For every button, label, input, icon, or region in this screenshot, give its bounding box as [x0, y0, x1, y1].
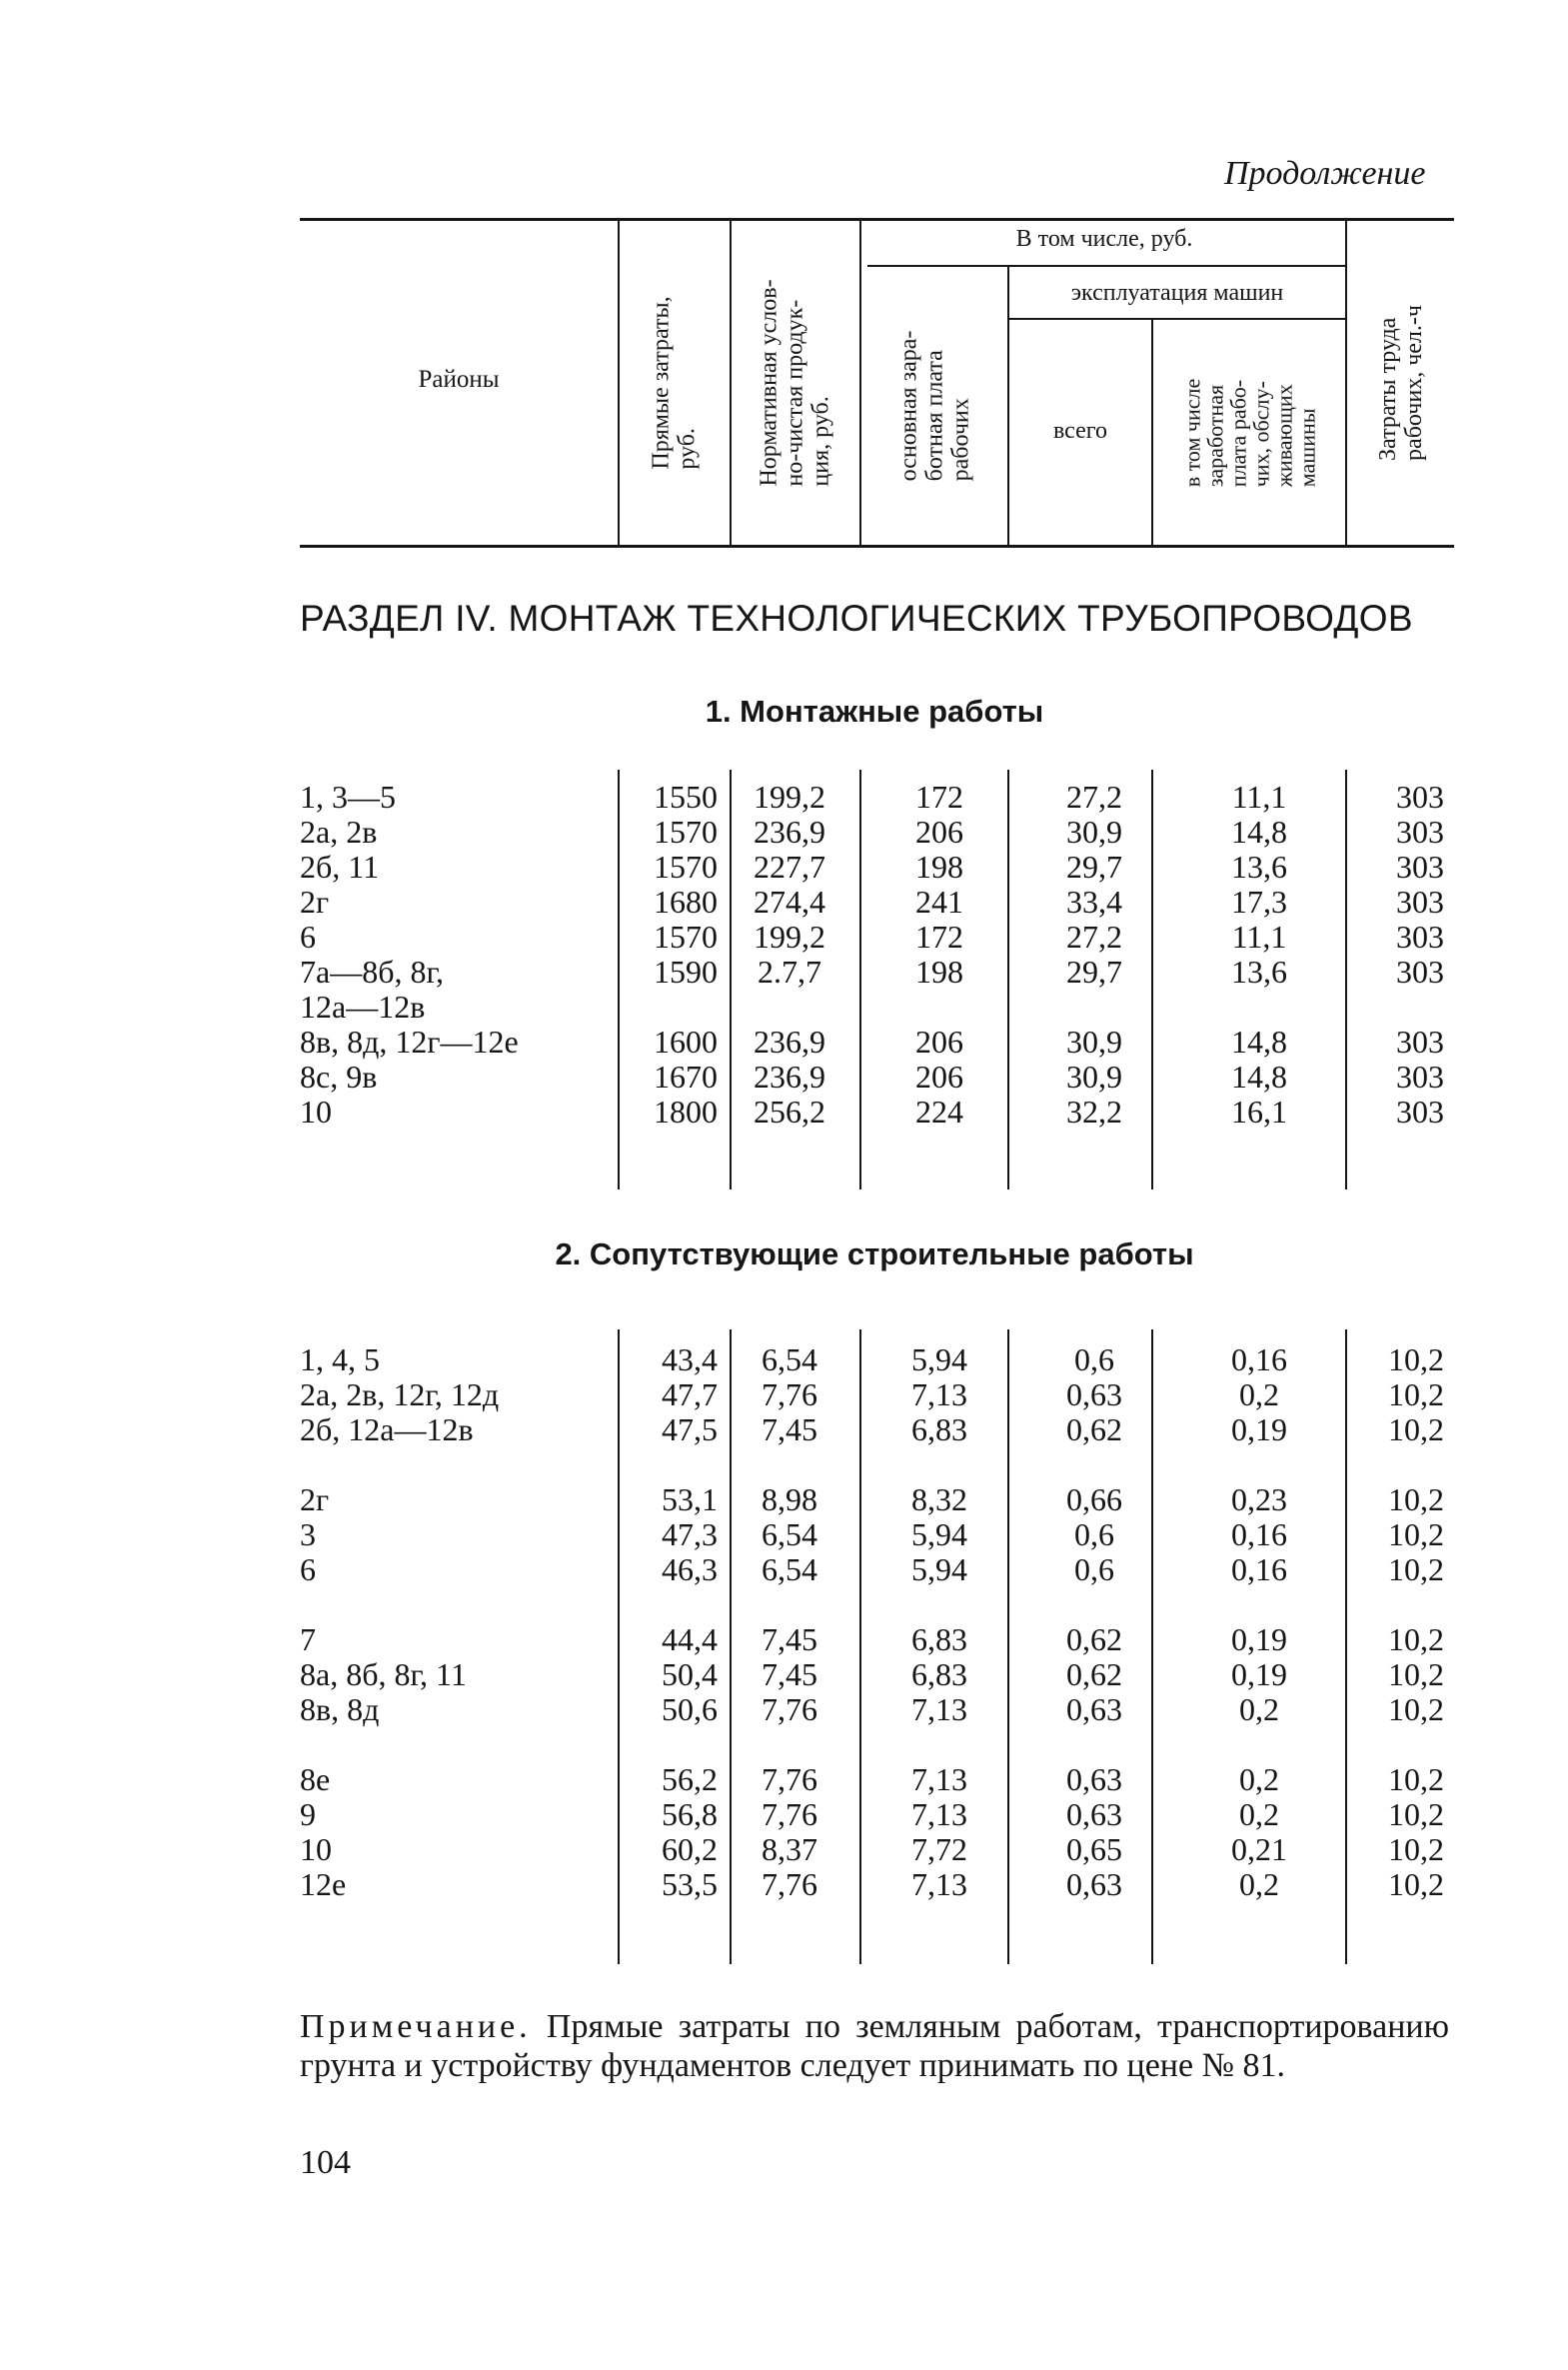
wage-cell: 6,83 — [911, 1656, 967, 1692]
normative-cell: 8,98 — [762, 1481, 817, 1517]
direct-cost-cell: 47,5 — [662, 1411, 718, 1447]
footnote-label: Примечание. — [300, 2008, 532, 2045]
direct-cost-cell: 47,7 — [662, 1376, 718, 1412]
machines-cell: 0,66 — [1066, 1481, 1122, 1517]
wage-cell: 206 — [915, 814, 963, 850]
wage-cell: 7,13 — [911, 1376, 967, 1412]
header-direct-costs: Прямые затраты, руб. — [649, 296, 701, 470]
machine-wage-cell: 0,2 — [1239, 1866, 1279, 1902]
direct-cost-cell: 1600 — [654, 1024, 718, 1060]
wage-cell: 6,83 — [911, 1411, 967, 1447]
labor-cell: 10,2 — [1388, 1481, 1444, 1517]
normative-cell: 7,76 — [762, 1376, 817, 1412]
normative-cell: 6,54 — [762, 1551, 817, 1587]
region-cell: 9 — [300, 1796, 316, 1832]
section-title: РАЗДЕЛ IV. МОНТАЖ ТЕХНОЛОГИЧЕСКИХ ТРУБОПРОВОДОВ — [300, 598, 1413, 639]
labor-cell: 10,2 — [1388, 1761, 1444, 1797]
direct-cost-cell: 50,4 — [662, 1656, 718, 1692]
normative-cell: 274,4 — [754, 884, 825, 920]
region-cell: 12а—12в — [300, 989, 426, 1025]
labor-cell: 303 — [1396, 1024, 1444, 1060]
region-cell: 7 — [300, 1621, 316, 1657]
machine-wage-cell: 0,19 — [1231, 1656, 1287, 1692]
region-cell: 1, 4, 5 — [300, 1341, 380, 1377]
region-cell: 2а, 2в, 12г, 12д — [300, 1376, 500, 1412]
machine-wage-cell: 0,2 — [1239, 1691, 1279, 1727]
machine-wage-cell: 14,8 — [1231, 1024, 1287, 1060]
machines-cell: 0,6 — [1074, 1516, 1114, 1552]
part1-title: 1. Монтажные работы — [705, 694, 1044, 729]
normative-cell: 7,45 — [762, 1411, 817, 1447]
wage-cell: 7,72 — [911, 1831, 967, 1867]
labor-cell: 10,2 — [1388, 1691, 1444, 1727]
region-cell: 8а, 8б, 8г, 11 — [300, 1656, 467, 1692]
region-cell: 2б, 11 — [300, 849, 380, 885]
machine-wage-cell: 0,16 — [1231, 1551, 1287, 1587]
machines-cell: 0,65 — [1066, 1831, 1122, 1867]
wage-cell: 7,13 — [911, 1796, 967, 1832]
wage-cell: 241 — [915, 884, 963, 920]
machine-wage-cell: 17,3 — [1231, 884, 1287, 920]
normative-cell: 7,76 — [762, 1866, 817, 1902]
wage-cell: 172 — [915, 779, 963, 815]
normative-cell: 7,76 — [762, 1761, 817, 1797]
wage-cell: 7,13 — [911, 1866, 967, 1902]
machine-wage-cell: 0,23 — [1231, 1481, 1287, 1517]
normative-cell: 227,7 — [754, 849, 825, 885]
machine-wage-cell: 16,1 — [1231, 1094, 1287, 1130]
footnote-text: Прямые затраты по земляным работам, транспортированию грунта и устройству фундаментов следует принимать по цене № 81. — [300, 2008, 1449, 2084]
machine-wage-cell: 13,6 — [1231, 849, 1287, 885]
normative-cell: 199,2 — [754, 919, 825, 955]
labor-cell: 303 — [1396, 1094, 1444, 1130]
labor-cell: 10,2 — [1388, 1621, 1444, 1657]
region-cell: 10 — [300, 1094, 332, 1130]
labor-cell: 10,2 — [1388, 1376, 1444, 1412]
labor-cell: 10,2 — [1388, 1411, 1444, 1447]
labor-cell: 303 — [1396, 1059, 1444, 1095]
normative-cell: 7,45 — [762, 1621, 817, 1657]
machine-wage-cell: 14,8 — [1231, 814, 1287, 850]
part1-divider-2 — [730, 770, 732, 1189]
direct-cost-cell: 60,2 — [662, 1831, 718, 1867]
wage-cell: 206 — [915, 1059, 963, 1095]
normative-cell: 236,9 — [754, 1059, 825, 1095]
wage-cell: 224 — [915, 1094, 963, 1130]
wage-cell: 198 — [915, 849, 963, 885]
machines-cell: 0,63 — [1066, 1866, 1122, 1902]
part1-divider-3 — [859, 770, 861, 1189]
part2-title: 2. Сопутствующие строительные работы — [555, 1236, 1194, 1271]
region-cell: 6 — [300, 919, 316, 955]
header-labor: Затраты труда рабочих, чел.-ч — [1374, 305, 1427, 461]
region-cell: 2г — [300, 884, 330, 920]
machines-cell: 29,7 — [1066, 954, 1122, 990]
wage-cell: 6,83 — [911, 1621, 967, 1657]
machine-wage-cell: 11,1 — [1231, 779, 1287, 815]
labor-cell: 303 — [1396, 849, 1444, 885]
region-cell: 2г — [300, 1481, 330, 1517]
region-cell: 1, 3—5 — [300, 779, 396, 815]
normative-cell: 256,2 — [754, 1094, 825, 1130]
machines-cell: 33,4 — [1066, 884, 1122, 920]
machines-cell: 32,2 — [1066, 1094, 1122, 1130]
normative-cell: 236,9 — [754, 814, 825, 850]
machine-wage-cell: 0,16 — [1231, 1516, 1287, 1552]
direct-cost-cell: 53,5 — [662, 1866, 718, 1902]
machines-cell: 27,2 — [1066, 779, 1122, 815]
machines-cell: 0,6 — [1074, 1551, 1114, 1587]
wage-cell: 5,94 — [911, 1516, 967, 1552]
wage-cell: 198 — [915, 954, 963, 990]
header-base-wage: основная зара- ботная плата рабочих — [895, 330, 973, 482]
machines-cell: 0,63 — [1066, 1691, 1122, 1727]
direct-cost-cell: 1550 — [654, 779, 718, 815]
header-normative: Нормативная услов- но-чистая продук- ция, руб. — [757, 279, 834, 487]
labor-cell: 10,2 — [1388, 1551, 1444, 1587]
machines-cell: 0,62 — [1066, 1621, 1122, 1657]
machines-cell: 30,9 — [1066, 1024, 1122, 1060]
direct-cost-cell: 1670 — [654, 1059, 718, 1095]
labor-cell: 303 — [1396, 814, 1444, 850]
wage-cell: 8,32 — [911, 1481, 967, 1517]
normative-cell: 8,37 — [762, 1831, 817, 1867]
machines-cell: 29,7 — [1066, 849, 1122, 885]
normative-cell: 6,54 — [762, 1516, 817, 1552]
machines-cell: 0,63 — [1066, 1761, 1122, 1797]
labor-cell: 10,2 — [1388, 1341, 1444, 1377]
labor-cell: 303 — [1396, 779, 1444, 815]
direct-cost-cell: 1570 — [654, 814, 718, 850]
footnote — [300, 2007, 1449, 2085]
part2-divider-3 — [859, 1329, 861, 1964]
direct-cost-cell: 43,4 — [662, 1341, 718, 1377]
machines-cell: 0,62 — [1066, 1411, 1122, 1447]
direct-cost-cell: 50,6 — [662, 1691, 718, 1727]
labor-cell: 10,2 — [1388, 1796, 1444, 1832]
direct-cost-cell: 47,3 — [662, 1516, 718, 1552]
region-cell: 8с, 9в — [300, 1059, 378, 1095]
header-including: В том числе, руб. — [1015, 226, 1193, 252]
machines-cell: 30,9 — [1066, 1059, 1122, 1095]
labor-cell: 10,2 — [1388, 1656, 1444, 1692]
machine-wage-cell: 14,8 — [1231, 1059, 1287, 1095]
machine-wage-cell: 0,21 — [1231, 1831, 1287, 1867]
direct-cost-cell: 46,3 — [662, 1551, 718, 1587]
machine-wage-cell: 13,6 — [1231, 954, 1287, 990]
header-top-rule — [300, 218, 1454, 221]
direct-cost-cell: 1570 — [654, 919, 718, 955]
direct-cost-cell: 53,1 — [662, 1481, 718, 1517]
region-cell: 7а—8б, 8г, — [300, 954, 444, 990]
machine-wage-cell: 0,16 — [1231, 1341, 1287, 1377]
machines-cell: 0,62 — [1066, 1656, 1122, 1692]
wage-cell: 206 — [915, 1024, 963, 1060]
labor-cell: 10,2 — [1388, 1831, 1444, 1867]
wage-cell: 7,13 — [911, 1691, 967, 1727]
machine-wage-cell: 0,19 — [1231, 1411, 1287, 1447]
normative-cell: 236,9 — [754, 1024, 825, 1060]
machine-wage-cell: 0,2 — [1239, 1376, 1279, 1412]
direct-cost-cell: 1800 — [654, 1094, 718, 1130]
header-divider-4 — [1007, 267, 1009, 545]
normative-cell: 7,76 — [762, 1691, 817, 1727]
direct-cost-cell: 1570 — [654, 849, 718, 885]
wage-cell: 5,94 — [911, 1341, 967, 1377]
direct-cost-cell: 56,2 — [662, 1761, 718, 1797]
wage-cell: 172 — [915, 919, 963, 955]
continuation-label: Продолжение — [1224, 155, 1426, 192]
normative-cell: 7,76 — [762, 1796, 817, 1832]
region-cell: 12е — [300, 1866, 347, 1902]
direct-cost-cell: 1680 — [654, 884, 718, 920]
page-number: 104 — [300, 2144, 351, 2181]
labor-cell: 10,2 — [1388, 1516, 1444, 1552]
normative-cell: 199,2 — [754, 779, 825, 815]
labor-cell: 303 — [1396, 919, 1444, 955]
machine-wage-cell: 0,2 — [1239, 1796, 1279, 1832]
direct-cost-cell: 1590 — [654, 954, 718, 990]
region-cell: 8е — [300, 1761, 331, 1797]
labor-cell: 303 — [1396, 884, 1444, 920]
region-cell: 10 — [300, 1831, 332, 1867]
header-machines: эксплуатация машин — [1070, 280, 1284, 306]
machine-wage-cell: 0,19 — [1231, 1621, 1287, 1657]
region-cell: 8в, 8д — [300, 1691, 380, 1727]
machine-wage-cell: 11,1 — [1231, 919, 1287, 955]
header-machine-wage: в том числе заработная плата рабо- чих, обслу- живающих машины — [1179, 378, 1319, 487]
direct-cost-cell: 56,8 — [662, 1796, 718, 1832]
machines-cell: 0,6 — [1074, 1341, 1114, 1377]
region-cell: 2б, 12а—12в — [300, 1411, 474, 1447]
region-cell: 6 — [300, 1551, 316, 1587]
region-cell: 8в, 8д, 12г—12е — [300, 1024, 519, 1060]
part2-divider-2 — [730, 1329, 732, 1964]
machines-cell: 27,2 — [1066, 919, 1122, 955]
machine-wage-cell: 0,2 — [1239, 1761, 1279, 1797]
wage-cell: 5,94 — [911, 1551, 967, 1587]
header-total: всего — [1052, 418, 1108, 444]
machines-cell: 30,9 — [1066, 814, 1122, 850]
labor-cell: 10,2 — [1388, 1866, 1444, 1902]
normative-cell: 6,54 — [762, 1341, 817, 1377]
region-cell: 2а, 2в — [300, 814, 378, 850]
machines-cell: 0,63 — [1066, 1796, 1122, 1832]
wage-cell: 7,13 — [911, 1761, 967, 1797]
normative-cell: 2.7,7 — [758, 954, 821, 990]
direct-cost-cell: 44,4 — [662, 1621, 718, 1657]
region-cell: 3 — [300, 1516, 316, 1552]
normative-cell: 7,45 — [762, 1656, 817, 1692]
header-bottom-rule — [300, 545, 1454, 548]
header-regions: Районы — [418, 366, 500, 393]
machines-cell: 0,63 — [1066, 1376, 1122, 1412]
labor-cell: 303 — [1396, 954, 1444, 990]
